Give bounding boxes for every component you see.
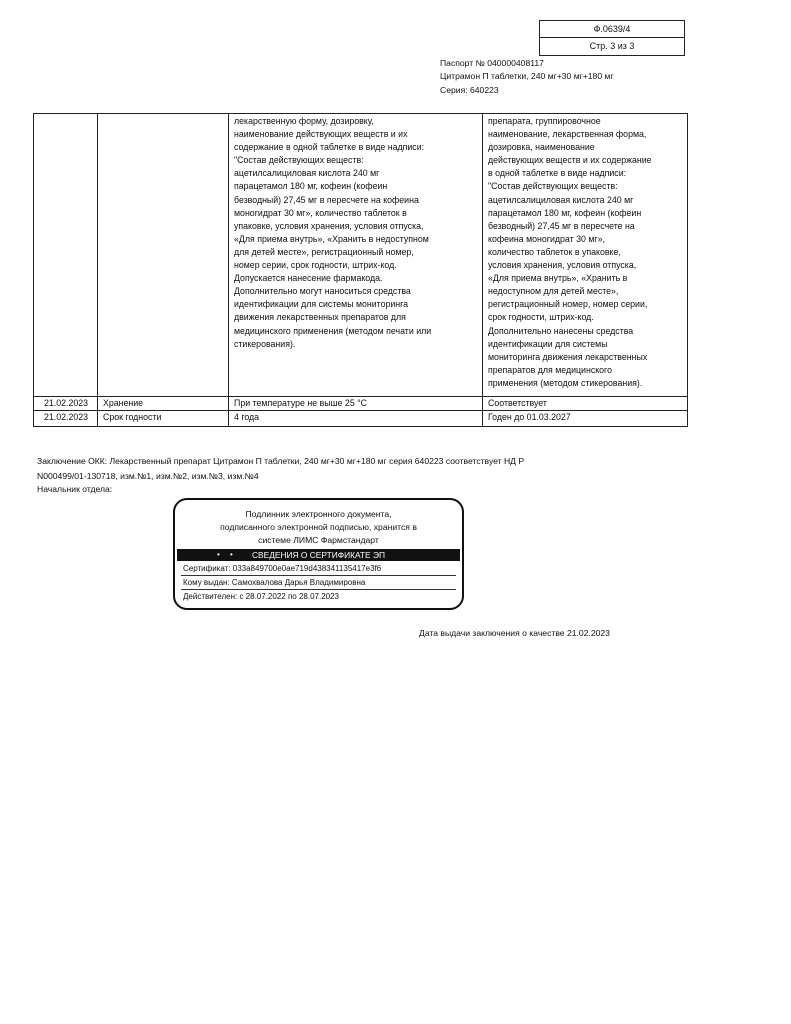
test-norm: 4 года (234, 412, 260, 422)
form-number-box (539, 20, 685, 56)
stamp-line: Подлинник электронного документа, (245, 509, 392, 519)
series-number: Серия: 640223 (440, 84, 499, 95)
product-name: Цитрамон П таблетки, 240 мг+30 мг+180 мг (440, 71, 614, 82)
stamp-heading (175, 508, 462, 548)
result-text: препарата, группировочное наименование, лекарственная форма, дозировка, наименование действующих веществ и их содержание в одной таблетке в виде надписи: "Состав действующих веществ: ацетилсалициловая кислота 240 мг парацетамол 180 мг, кофеин (кофеин безводный) 27,45 мг в пересчете на кофеина моногидрат 30 мг», количество таблеток в упаковке, условия хранения, условия отпуска, «Для приема внутрь», «Хранить в недоступном для детей месте», регистрационный номер, номер серии, срок годности, штрих-код. Дополнительно нанесены средства идентификации для системы мониторинга движения лекарственных препаратов для медицинского применения (методом стикерования). (488, 116, 652, 388)
test-result: Соответствует (488, 398, 547, 408)
certificate-owner: Кому выдан: Самохвалова Дарья Владимировна (183, 578, 366, 587)
qc-conclusion: Заключение ОКК: Лекарственный препарат Цитрамон П таблетки, 240 мг+30 мг+180 мг серия 640223 соответствует НД Р N000499/01-130718, изм.№1, изм.№2, изм.№3, изм.№4 (37, 456, 525, 481)
e-signature-stamp (173, 498, 464, 610)
table-divider (482, 114, 483, 426)
certificate-header: СВЕДЕНИЯ О СЕРТИФИКАТЕ ЭП (251, 550, 385, 560)
stamp-divider (181, 575, 456, 576)
passport-header (440, 57, 614, 97)
form-number: Ф.0639/4 (593, 24, 631, 34)
test-norm: При температуре не выше 25 °С (234, 398, 368, 408)
quality-table (33, 113, 688, 427)
table-divider (97, 114, 98, 426)
bar-decoration: • • (217, 550, 237, 559)
requirement-text: лекарственную форму, дозировку, наименование действующих веществ и их содержание в одной таблетке в виде надписи: "Состав действующих веществ: ацетилсалициловая кислота 240 мг парацетамол 180 мг, кофеин (кофеин безводный) 27,45 мг в пересчете на кофеина моногидрат 30 мг», количество таблеток в упаковке, условия хранения, условия отпуска, «Для приема внутрь», «Хранить в недоступном для детей месте», регистрационный номер, номер серии, срок годности, штрих-код. Допускается нанесение фармакода. Дополнительно могут наноситься средства идентификации для системы мониторинга движения лекарственных препаратов для медицинского применения (методом печати или стикерования). (234, 116, 432, 349)
certificate-validity: Действителен: с 28.07.2022 по 28.07.2023 (183, 592, 339, 601)
test-parameter: Срок годности (103, 412, 162, 422)
chief-label: Начальник отдела: (37, 484, 113, 494)
page-number: Стр. 3 из 3 (540, 37, 684, 54)
test-parameter: Хранение (103, 398, 144, 408)
issue-date: Дата выдачи заключения о качестве 21.02.2023 (419, 628, 610, 638)
certificate-header-bar (177, 549, 460, 561)
test-date: 21.02.2023 (44, 412, 89, 422)
passport-number: Паспорт № 040000408117 (440, 58, 544, 68)
certificate-serial: Сертификат: 033a849700e0ae719d438341135417e3f6 (183, 564, 382, 573)
test-date: 21.02.2023 (44, 398, 89, 408)
test-result: Годен до 01.03.2027 (488, 412, 571, 422)
stamp-line: подписанного электронной подписью, хранится в (220, 522, 417, 533)
stamp-line: системе ЛИМС Фармстандарт (258, 535, 379, 546)
table-divider (228, 114, 229, 426)
stamp-divider (181, 589, 456, 590)
